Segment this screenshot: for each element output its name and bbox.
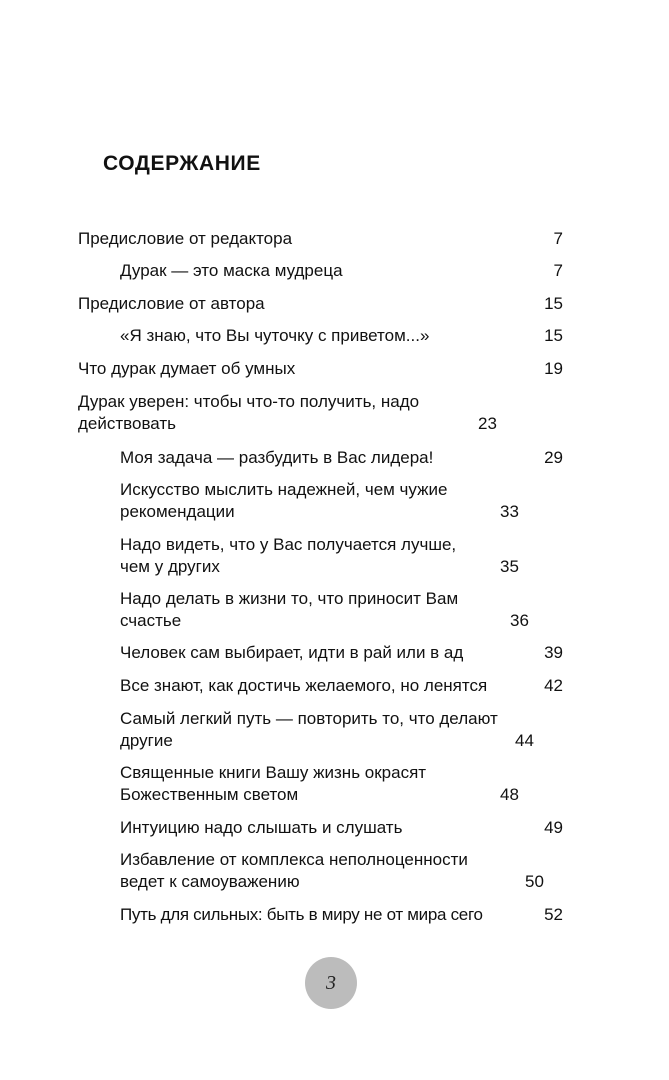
toc-entry[interactable] <box>120 447 563 469</box>
toc-entry-title: Надо делать в жизни то, что приносит Вам счастье <box>120 589 459 630</box>
toc-entry-title: Путь для сильных: быть в миру не от мира сего <box>120 905 483 924</box>
toc-entry-page: 7 <box>553 261 563 280</box>
toc-entry[interactable] <box>120 479 563 523</box>
toc-entry-page: 19 <box>544 359 563 378</box>
toc-entry[interactable] <box>78 228 563 250</box>
toc-entry-page: 23 <box>478 414 497 433</box>
toc-entry-page: 7 <box>553 229 563 248</box>
toc-entry-title: Все знают, как достичь желаемого, но ленятся <box>120 676 488 695</box>
toc-entry-page: 15 <box>544 294 563 313</box>
toc-entry-page: 29 <box>544 448 563 467</box>
toc-entry-title: Что дурак думает об умных <box>78 359 296 378</box>
toc-entry[interactable] <box>78 358 563 380</box>
toc-entry-page: 49 <box>544 818 563 837</box>
toc-entry-page: 44 <box>515 731 534 750</box>
toc-entry-page: 50 <box>525 872 544 891</box>
toc-entry[interactable] <box>78 391 563 435</box>
toc-entry[interactable] <box>120 325 563 347</box>
toc-entry-title: Дурак уверен: чтобы что-то получить, надо действовать <box>78 392 420 433</box>
toc-entry[interactable] <box>120 849 563 893</box>
toc-entry[interactable] <box>120 534 563 578</box>
toc-entry-page: 52 <box>544 905 563 924</box>
page-number-badge <box>305 957 357 1009</box>
toc-entry-page: 15 <box>544 326 563 345</box>
toc-entry[interactable] <box>120 817 563 839</box>
toc-entry-title: Моя задача — разбудить в Вас лидера! <box>120 448 434 467</box>
toc-entry[interactable] <box>78 293 563 315</box>
toc-entry-title: Искусство мыслить надежней, чем чужие рекомендации <box>120 480 448 521</box>
toc-entry-title: Надо видеть, что у Вас получается лучше, чем у других <box>120 535 457 576</box>
toc-entry[interactable] <box>120 588 563 632</box>
toc-entry-page: 33 <box>500 502 519 521</box>
toc-entry-title: Избавление от комплекса неполноценности ведет к самоуважению <box>120 850 468 891</box>
toc-entry[interactable] <box>120 260 563 282</box>
toc-entry[interactable] <box>120 904 563 926</box>
toc-entry-page: 35 <box>500 557 519 576</box>
page-number: 3 <box>326 971 336 994</box>
toc-heading: СОДЕРЖАНИЕ <box>103 152 261 175</box>
toc-entry-title: Самый легкий путь — повторить то, что делают другие <box>120 709 498 750</box>
toc-entry[interactable] <box>120 762 563 806</box>
toc-entry[interactable] <box>120 675 563 697</box>
toc-entry-page: 36 <box>510 611 529 630</box>
toc-entry-title: Предисловие от автора <box>78 294 265 313</box>
toc-entry-page: 48 <box>500 785 519 804</box>
toc-entry-title: «Я знаю, что Вы чуточку с приветом...» <box>120 326 430 345</box>
toc-entry-page: 42 <box>544 676 563 695</box>
toc-entry-title: Дурак — это маска мудреца <box>120 261 343 280</box>
toc-entry[interactable] <box>120 708 563 752</box>
toc-entry-title: Человек сам выбирает, идти в рай или в ад <box>120 643 464 662</box>
toc-entry[interactable] <box>120 642 563 664</box>
toc-entry-title: Интуицию надо слышать и слушать <box>120 818 403 837</box>
toc-entry-title: Предисловие от редактора <box>78 229 293 248</box>
toc-entry-page: 39 <box>544 643 563 662</box>
toc-entry-title: Священные книги Вашу жизнь окрасят Божественным светом <box>120 763 427 804</box>
